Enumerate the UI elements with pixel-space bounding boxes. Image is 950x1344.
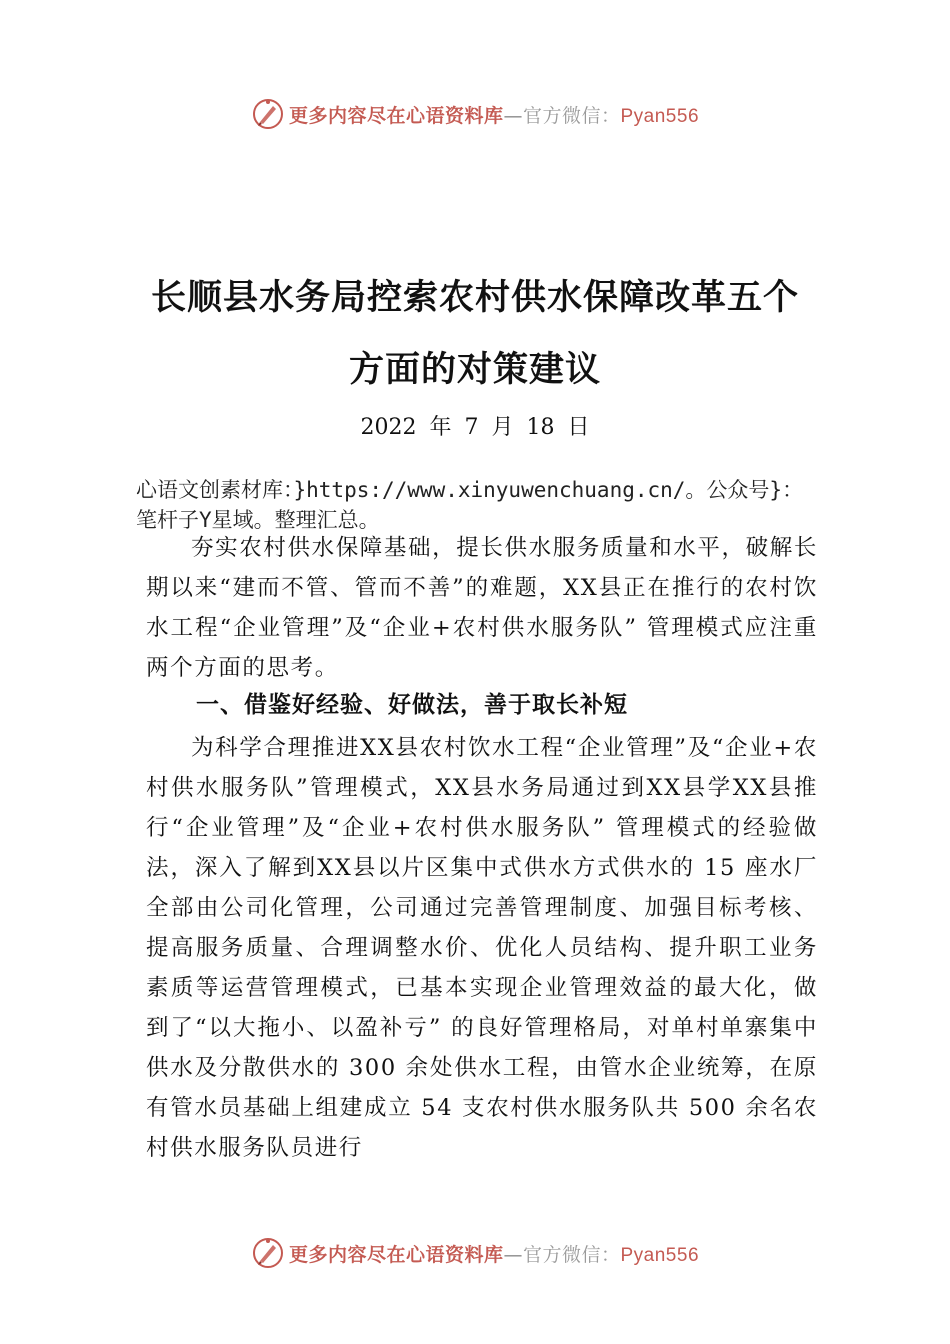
banner-separator: — [503,1243,523,1266]
banner-library-text: 更多内容尽在心语资料库 [288,1243,504,1266]
banner-text [289,101,699,128]
feather-pen-circle-icon [251,1236,285,1270]
top-banner [0,94,950,134]
section-heading-1: 一、借鉴好经验、好做法，善于取长补短 [196,692,628,718]
document-title-line2: 方面的对策建议 [348,350,601,390]
banner-wechat-id: Pyan556 [620,1244,700,1266]
banner-wechat-label: 官方微信： [522,104,621,127]
banner-wechat-id: Pyan556 [620,105,700,127]
document-date: 2022 年 7 月 18 日 [360,415,590,440]
banner-wechat-label: 官方微信： [522,1243,621,1266]
bottom-banner [0,1233,950,1273]
feather-pen-circle-icon [251,97,285,131]
paragraph-intro: 夯实农村供水保障基础，提长供水服务质量和水平，破解长期以来“建而不管、管而不善”的难题，XX县正在推行的农村饮水工程“企业管理”及“企业+农村供水服务队” 管理模式应注重两个方面的思考。 [146,535,818,681]
banner-text [289,1240,699,1267]
banner-library-text: 更多内容尽在心语资料库 [288,104,504,127]
banner-separator: — [503,104,523,127]
source-note: 心语文创素材库：}https://www.xinyuwenchuang.cn/。公众号}：笔杆子Y星域。整理汇总。 [136,478,804,532]
document-title-line1: 长顺县水务局控索农村供水保障改革五个 [150,278,799,318]
paragraph-section1: 为科学合理推进XX县农村饮水工程“企业管理”及“企业+农村供水服务队”管理模式，XX县水务局通过到XX县学XX县推行“企业管理”及“企业+农村供水服务队” 管理模式的经验做法，深入了解到XX县以片区集中式供水方式供水的 15 座水厂全部由公司化管理，公司通过完善管理制度、加强目标考核、提高服务质量、合理调整水价、优化人员结构、提升职工业务素质等运营管理模式，已基本实现企业管理效益的最大化，做到了“以大拖小、以盈补亏” 的良好管理格局，对单村单寨集中供水及分散供水的 300 余处供水工程，由管水企业统筹，在原有管水员基础上组建成立 54 支农村供水服务队共 500 余名农村供水服务队员进行 [146,735,818,1161]
